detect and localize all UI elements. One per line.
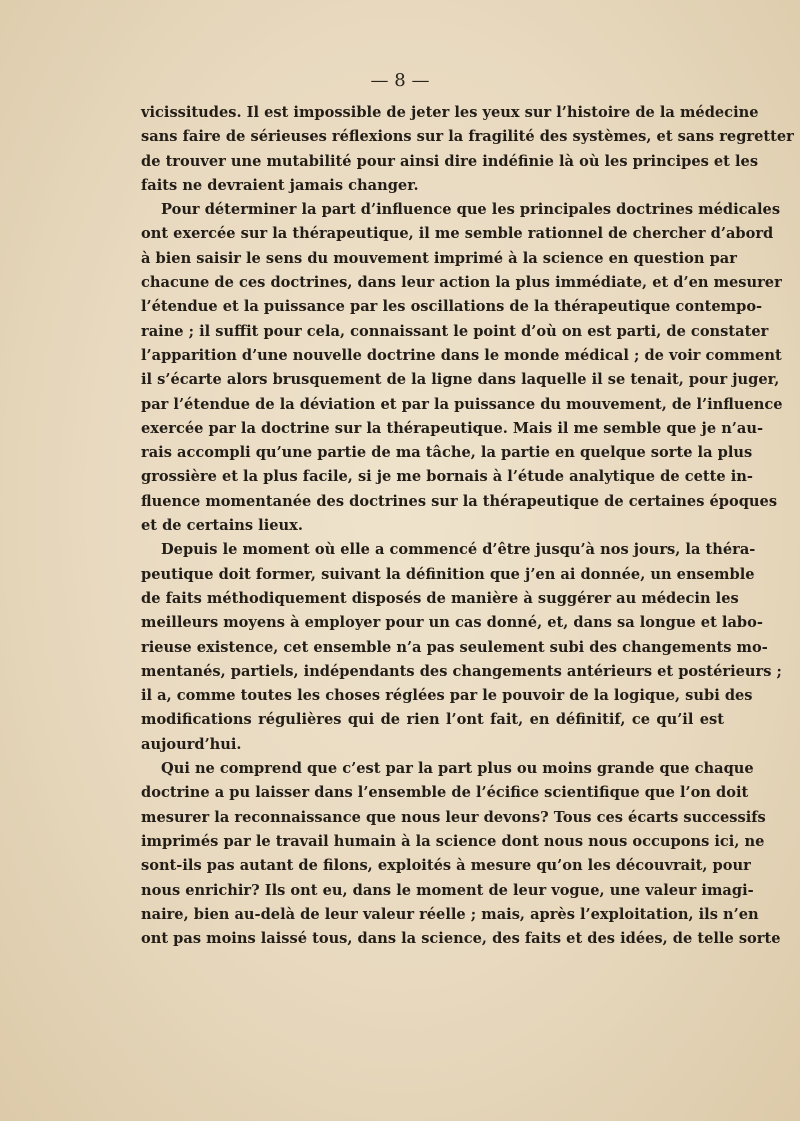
text-line: doctrine a pu laisser dans l’ensemble de l’écifice scientifique que l’on doit [141, 784, 749, 802]
text-line: ont exercée sur la thérapeutique, il me semble rationnel de chercher d’abord [141, 225, 774, 243]
text-line: rieuse existence, cet ensemble n’a pas seulement subi des changements mo- [141, 638, 768, 656]
text-line: aujourd’hui. [141, 735, 242, 753]
text-line: Depuis le moment où elle a commencé d’être jusqu’à nos jours, la théra- [161, 541, 756, 559]
text-line: naire, bien au-delà de leur valeur réelle ; mais, après l’exploitation, ils n’en [141, 905, 759, 923]
text-line: grossière et la plus facile, si je me bornais à l’étude analytique de cette in- [141, 468, 753, 486]
paragraph [141, 101, 794, 198]
text-line: modifications régulières qui de rien l’ont fait, en définitif, ce qu’il est [141, 711, 724, 729]
text-line: nous enrichir? Ils ont eu, dans le moment de leur vogue, une valeur imagi- [141, 881, 754, 899]
text-line: rais accompli qu’une partie de ma tâche, la partie en quelque sorte la plus [141, 444, 753, 462]
text-line: sans faire de sérieuses réflexions sur la fragilité des systèmes, et sans regretter [141, 128, 794, 146]
text-line: de trouver une mutabilité pour ainsi dire indéfinie là où les principes et les [141, 152, 759, 170]
text-line: faits ne devraient jamais changer. [141, 176, 419, 194]
text-line: l’étendue et la puissance par les oscillations de la thérapeutique contempo- [141, 298, 763, 316]
paragraph [141, 198, 783, 538]
text-line: l’apparition d’une nouvelle doctrine dans le monde médical ; de voir comment [141, 346, 782, 364]
page-number: — 8 — [370, 70, 430, 91]
text-line: vicissitudes. Il est impossible de jeter les yeux sur l’histoire de la médecine [141, 104, 759, 121]
text-line: il a, comme toutes les choses réglées par le pouvoir de la logique, subi des [141, 687, 753, 705]
text-line: sont-ils pas autant de filons, exploités à mesure qu’on les découvrait, pour [141, 857, 751, 875]
text-line: exercée par la doctrine sur la thérapeutique. Mais il me semble que je n’au- [141, 419, 764, 437]
text-line: meilleurs moyens à employer pour un cas donné, et, dans sa longue et labo- [141, 614, 763, 632]
text-line: imprimés par le travail humain à la science dont nous nous occupons ici, ne [141, 832, 765, 850]
text-line: à bien saisir le sens du mouvement imprimé à la science en question par [141, 249, 737, 267]
text-line: Pour déterminer la part d’influence que les principales doctrines médicales [161, 201, 781, 219]
text-line: il s’écarte alors brusquement de la ligne dans laquelle il se tenait, pour juger, [141, 371, 780, 389]
text-line: de faits méthodiquement disposés de manière à suggérer au médecin les [141, 589, 739, 607]
text-line: mentanés, partiels, indépendants des changements antérieurs et postérieurs ; [141, 662, 782, 680]
text-line: par l’étendue de la déviation et par la puissance du mouvement, de l’influence [141, 395, 783, 413]
text-line: Qui ne comprend que c’est par la part plus ou moins grande que chaque [161, 760, 754, 778]
paragraph [141, 538, 782, 757]
text-line: raine ; il suffit pour cela, connaissant le point d’où on est parti, de constater [141, 322, 769, 340]
paragraph [141, 757, 781, 951]
text-line: chacune de ces doctrines, dans leur action la plus immédiate, et d’en mesurer [141, 274, 782, 292]
body-text [141, 101, 794, 951]
text-line: peutique doit former, suivant la définition que j’en ai donnée, un ensemble [141, 565, 755, 583]
text-line: ont pas moins laissé tous, dans la science, des faits et des idées, de telle sorte [141, 930, 781, 948]
text-line: fluence momentanée des doctrines sur la thérapeutique de certaines époques [141, 492, 778, 510]
text-line: et de certains lieux. [141, 517, 303, 535]
text-line: mesurer la reconnaissance que nous leur devons? Tous ces écarts successifs [141, 808, 766, 826]
